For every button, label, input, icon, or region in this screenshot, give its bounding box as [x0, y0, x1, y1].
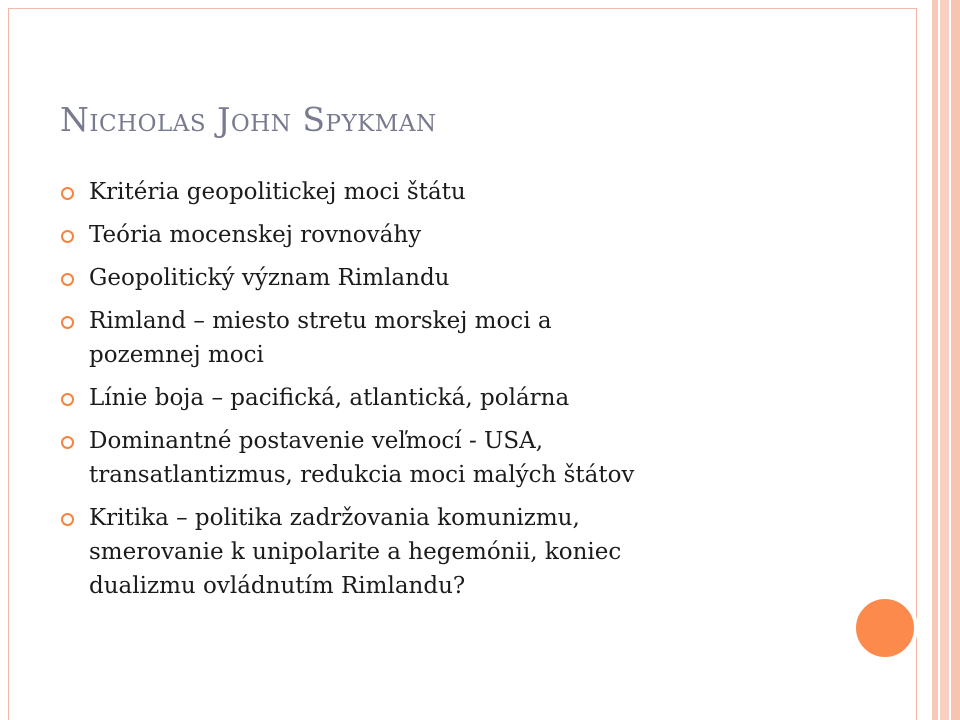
bullet-list [60, 175, 820, 612]
bullet-circle-icon [61, 436, 74, 449]
bullet-text: Kritéria geopolitickej moci štátu [89, 179, 466, 205]
list-item [60, 381, 820, 415]
list-item [60, 261, 820, 295]
bullet-text: Geopolitický význam Rimlandu [89, 265, 450, 291]
bullet-text: Rimland – miesto stretu morskej moci a pozemnej moci [89, 308, 552, 368]
slide-title: Nicholas John Spykman [60, 100, 437, 139]
bullet-circle-icon [61, 273, 74, 286]
bullet-text: Kritika – politika zadržovania komunizmu, smerovanie k unipolarite a hegemónii, koniec dualizmu ovládnutím Rimlandu? [89, 505, 622, 599]
bullet-circle-icon [61, 230, 74, 243]
bullet-circle-icon [61, 316, 74, 329]
bullet-text: Teória mocenskej rovnováhy [89, 222, 422, 248]
bullet-circle-icon [61, 393, 74, 406]
list-item [60, 501, 820, 603]
list-item [60, 218, 820, 252]
list-item [60, 175, 820, 209]
decorative-side-band [930, 0, 960, 720]
bullet-text: Línie boja – pacifická, atlantická, polárna [89, 385, 570, 411]
bullet-circle-icon [61, 187, 74, 200]
list-item [60, 424, 820, 492]
bullet-circle-icon [61, 513, 74, 526]
bullet-text: Dominantné postavenie veľmocí - USA, transatlantizmus, redukcia moci malých štátov [89, 428, 635, 488]
accent-circle-icon [852, 595, 918, 661]
list-item [60, 304, 820, 372]
